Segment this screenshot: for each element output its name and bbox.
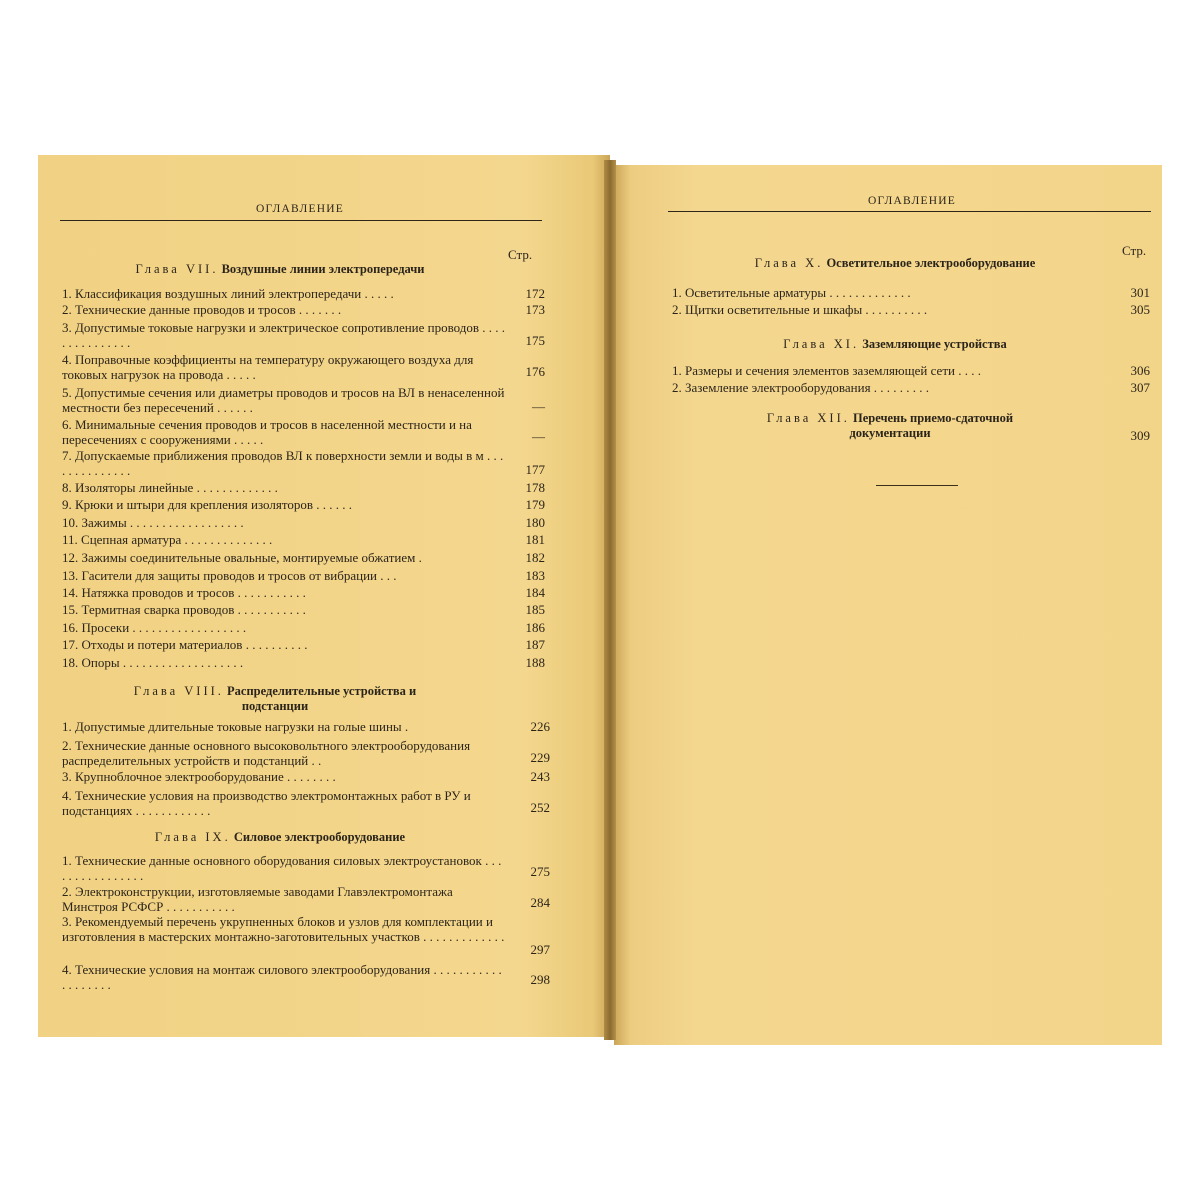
toc-entry[interactable]: 4. Технические условия на монтаж силового электрооборудования . . . . . . . . . . . . . . . . . . . <box>62 962 502 992</box>
chapter-lead: Глава IX. <box>154 830 231 844</box>
toc-entry[interactable]: 6. Минимальные сечения проводов и тросов в населенной местности и на пересечениях с сооружениями . . . . . <box>62 417 472 447</box>
chapter-title: Воздушные линии электропередачи <box>221 262 425 276</box>
toc-page-number: 301 <box>1130 285 1150 300</box>
toc-page-number: 176 <box>525 364 545 379</box>
right-header-rule <box>668 211 1151 212</box>
toc-page-number: 284 <box>530 895 550 910</box>
toc-page-number: 180 <box>525 515 545 530</box>
toc-page-number: 187 <box>525 637 545 652</box>
chapter-heading-xii <box>745 411 1035 441</box>
toc-entry[interactable]: 1. Классификация воздушных линий электропередачи . . . . . <box>62 286 394 301</box>
toc-page-number: 178 <box>525 480 545 495</box>
toc-entry[interactable]: 2. Технические данные проводов и тросов . . . . . . . <box>62 302 342 317</box>
toc-page-number: 181 <box>525 532 545 547</box>
chapter-heading-ix <box>110 830 450 845</box>
toc-entry[interactable]: 7. Допускаемые приближения проводов ВЛ к поверхности земли и воды в м . . . . . . . . . . . . . . <box>62 448 504 478</box>
toc-page-number: 173 <box>525 302 545 317</box>
toc-page-number: 307 <box>1130 380 1150 395</box>
chapter-title: Силовое электрооборудование <box>233 830 406 844</box>
toc-page-number: 275 <box>530 864 550 879</box>
toc-entry[interactable]: 16. Просеки . . . . . . . . . . . . . . . . . . <box>62 620 247 635</box>
toc-entry[interactable]: 3. Допустимые токовые нагрузки и электрическое сопротивление проводов . . . . . . . . . . . . . . . <box>62 320 506 350</box>
toc-entry[interactable]: 2. Электроконструкции, изготовляемые заводами Главэлектромонтажа Минстроя РСФСР . . . . . . . . . . . <box>62 884 453 914</box>
toc-page-number: 243 <box>530 769 550 784</box>
toc-page-number: 305 <box>1130 302 1150 317</box>
toc-entry[interactable]: 10. Зажимы . . . . . . . . . . . . . . . . . . <box>62 515 244 530</box>
toc-entry[interactable]: 3. Крупноблочное электрооборудование . . . . . . . . <box>62 769 336 784</box>
toc-entry[interactable]: 2. Щитки осветительные и шкафы . . . . . . . . . . <box>672 302 928 317</box>
toc-page-number: 306 <box>1130 363 1150 378</box>
toc-page-number: 186 <box>525 620 545 635</box>
toc-page-number: 179 <box>525 497 545 512</box>
chapter-title: Осветительное электрооборудование <box>826 256 1036 270</box>
toc-entry[interactable]: 15. Термитная сварка проводов . . . . . . . . . . . <box>62 602 306 617</box>
toc-page-number: 229 <box>530 750 550 765</box>
toc-entry[interactable]: 1. Размеры и сечения элементов заземляющей сети . . . . <box>672 363 981 378</box>
right-running-head: ОГЛАВЛЕНИЕ <box>868 195 956 207</box>
chapter-heading-xi <box>730 337 1060 352</box>
toc-page-number: 175 <box>525 333 545 348</box>
toc-entry[interactable]: 2. Технические данные основного высоковольтного электрооборудования распределительных устройств и подстанций . . <box>62 738 471 768</box>
toc-entry[interactable]: 1. Осветительные арматуры . . . . . . . . . . . . . <box>672 285 911 300</box>
chapter-title: Распределительные устройства и подстанции <box>227 684 417 713</box>
left-header-rule <box>60 220 542 221</box>
toc-page-number: 297 <box>530 942 550 957</box>
toc-entry[interactable]: 1. Технические данные основного оборудования силовых электроустановок . . . . . . . . . . . . . . . . <box>62 853 502 883</box>
toc-entry[interactable]: 12. Зажимы соединительные овальные, монтируемые обжатием . <box>62 550 422 565</box>
chapter-lead: Глава VII. <box>135 262 219 276</box>
toc-page-number: 226 <box>530 719 550 734</box>
left-running-head: ОГЛАВЛЕНИЕ <box>256 203 344 215</box>
toc-entry[interactable]: 4. Технические условия на производство электромонтажных работ в РУ и подстанциях . . . . . . . . . . . . <box>62 788 471 818</box>
toc-page-number: — <box>532 429 545 444</box>
toc-entry[interactable]: 4. Поправочные коэффициенты на температуру окружающего воздуха для токовых нагрузок на провода . . . . . <box>62 352 474 382</box>
book-gutter <box>604 160 616 1040</box>
toc-entry[interactable]: 8. Изоляторы линейные . . . . . . . . . . . . . <box>62 480 278 495</box>
toc-page-number: 298 <box>530 972 550 987</box>
toc-entry[interactable]: 13. Гасители для защиты проводов и тросов от вибрации . . . <box>62 568 397 583</box>
toc-entry[interactable]: 2. Заземление электрооборудования . . . . . . . . . <box>672 380 930 395</box>
toc-page-number: 309 <box>1130 428 1150 443</box>
chapter-title: Перечень приемо-сдаточной документации <box>849 411 1014 440</box>
toc-page-number: 177 <box>525 462 545 477</box>
toc-entry[interactable]: 5. Допустимые сечения или диаметры проводов и тросов на ВЛ в ненаселенной местности без пересечений . . . . . . <box>62 385 505 415</box>
chapter-lead: Глава XI. <box>783 337 860 351</box>
toc-page-number: 252 <box>530 800 550 815</box>
toc-page-number: 172 <box>525 286 545 301</box>
toc-entry[interactable]: 14. Натяжка проводов и тросов . . . . . . . . . . . <box>62 585 306 600</box>
toc-entry[interactable]: 11. Сцепная арматура . . . . . . . . . . . . . . <box>62 532 273 547</box>
toc-entry[interactable]: 18. Опоры . . . . . . . . . . . . . . . . . . . <box>62 655 244 670</box>
toc-entry[interactable]: 1. Допустимые длительные токовые нагрузки на голые шины . <box>62 719 409 734</box>
toc-page-number: 185 <box>525 602 545 617</box>
toc-page-number: 184 <box>525 585 545 600</box>
toc-entry[interactable]: 9. Крюки и штыри для крепления изоляторов . . . . . . <box>62 497 352 512</box>
toc-page-number: 188 <box>525 655 545 670</box>
toc-page-number: 182 <box>525 550 545 565</box>
right-page-column-label: Стр. <box>1122 243 1147 258</box>
chapter-heading-vii <box>90 262 470 277</box>
toc-entry[interactable]: 3. Рекомендуемый перечень укрупненных блоков и узлов для комплектации и изготовления в мастерских монтажно-заготовительных участков . . . . . . . . . . . . . <box>62 914 505 944</box>
chapter-lead: Глава X. <box>754 256 824 270</box>
chapter-heading-viii <box>125 684 425 714</box>
chapter-heading-x <box>700 256 1090 271</box>
chapter-lead: Глава VIII. <box>133 684 224 698</box>
toc-entry[interactable]: 17. Отходы и потери материалов . . . . . . . . . . <box>62 637 308 652</box>
end-rule <box>876 485 958 486</box>
chapter-title: Заземляющие устройства <box>862 337 1007 351</box>
toc-page-number: 183 <box>525 568 545 583</box>
chapter-lead: Глава XII. <box>766 411 850 425</box>
toc-page-number: — <box>532 399 545 414</box>
left-page-column-label: Стр. <box>508 247 533 262</box>
